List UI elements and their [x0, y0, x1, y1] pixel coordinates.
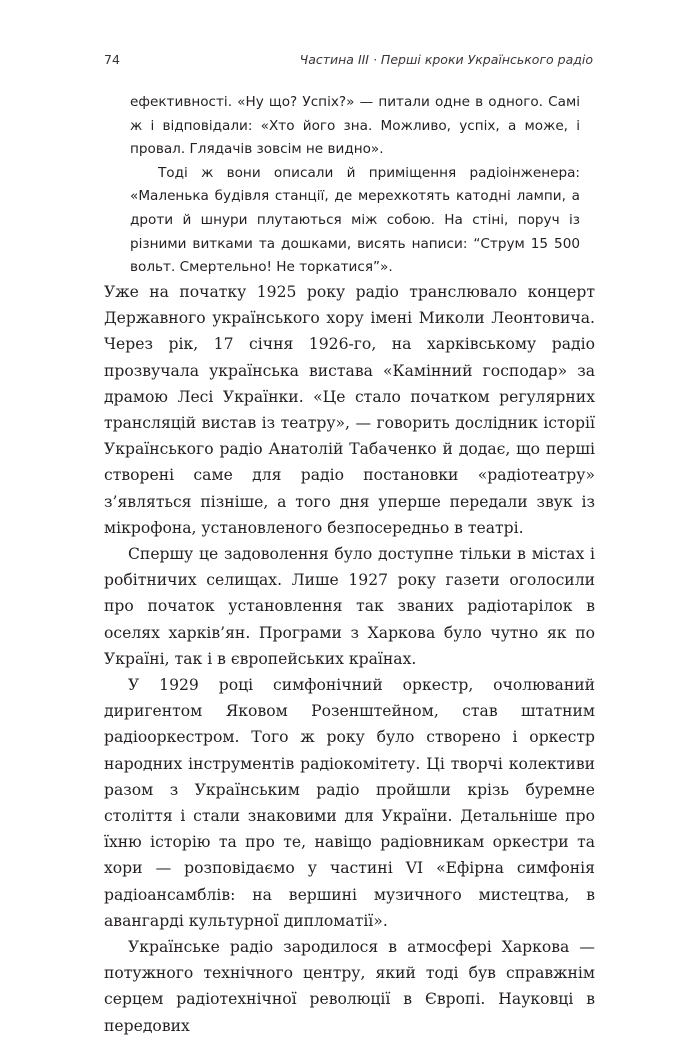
body-paragraph: У 1929 році симфонічний оркестр, очолюваний диригентом Яковом Розенштейном, став штатним радіооркестром. Того ж року було створено і оркестр народних інструментів радіокомітету. Ці творчі колективи разом з Українським радіо пройшли крізь буремне століття і стали знаковими для України. Детальніше про їхню історію та про те, навіщо радіовникам оркестри та хори — розповідаємо у частині VI «Ефірна симфонія радіоансамблів: на вершині музичного мистецтва, в авангарді культурної дипломатії». [104, 676, 595, 930]
body-paragraph: Українське радіо зародилося в атмосфері Харкова — потужного технічного центру, який тоді був справжнім серцем радіотехнічної революції в Європі. Науковці в передових [104, 938, 595, 1035]
body-text [104, 279, 595, 1039]
running-title: Частина III · Перші кроки Українського радіо [299, 52, 593, 67]
page-number: 74 [104, 52, 120, 67]
quote-paragraph: ефективності. «Ну що? Успіх?» — питали одне в одного. Самі ж і відповідали: «Хто його зна. Можливо, успіх, а може, і провал. Глядачів зовсім не видно». [130, 94, 580, 158]
quote-paragraph: Тоді ж вони описали й приміщення радіоінженера: «Маленька будівля станції, де мерехкотять катодні лампи, а дроти й шнури плутаються між собою. На стіні, поруч із різними витками та дошками, висять написи: “Струм 15 500 вольт. Смертельно! Не торкатися”». [130, 164, 580, 276]
body-paragraph: Спершу це задоволення було доступне тільки в містах і робітничих селищах. Лише 1927 року газети оголосили про початок установлення так званих радіотарілок в оселях харків’ян. Програми з Харкова було чутно як по Україні, так і в європейських країнах. [104, 545, 595, 668]
body-paragraph: Уже на початку 1925 року радіо транслювало концерт Державного українського хору імені Миколи Леонтовича. Через рік, 17 січня 1926-го, на харківському радіо прозвучала українська вистава «Камінний господар» за драмою Лесі Українки. «Це стало початком регулярних трансляцій вистав із театру», — говорить дослідник історії Українського радіо Анатолій Табаченко й додає, що перші створені саме для радіо постановки «радіотеатру» з’являться пізніше, а того дня уперше передали звук із мікрофона, установленого безпосередньо в театрі. [104, 283, 595, 537]
quote-block [130, 91, 580, 280]
page-header [104, 52, 593, 70]
